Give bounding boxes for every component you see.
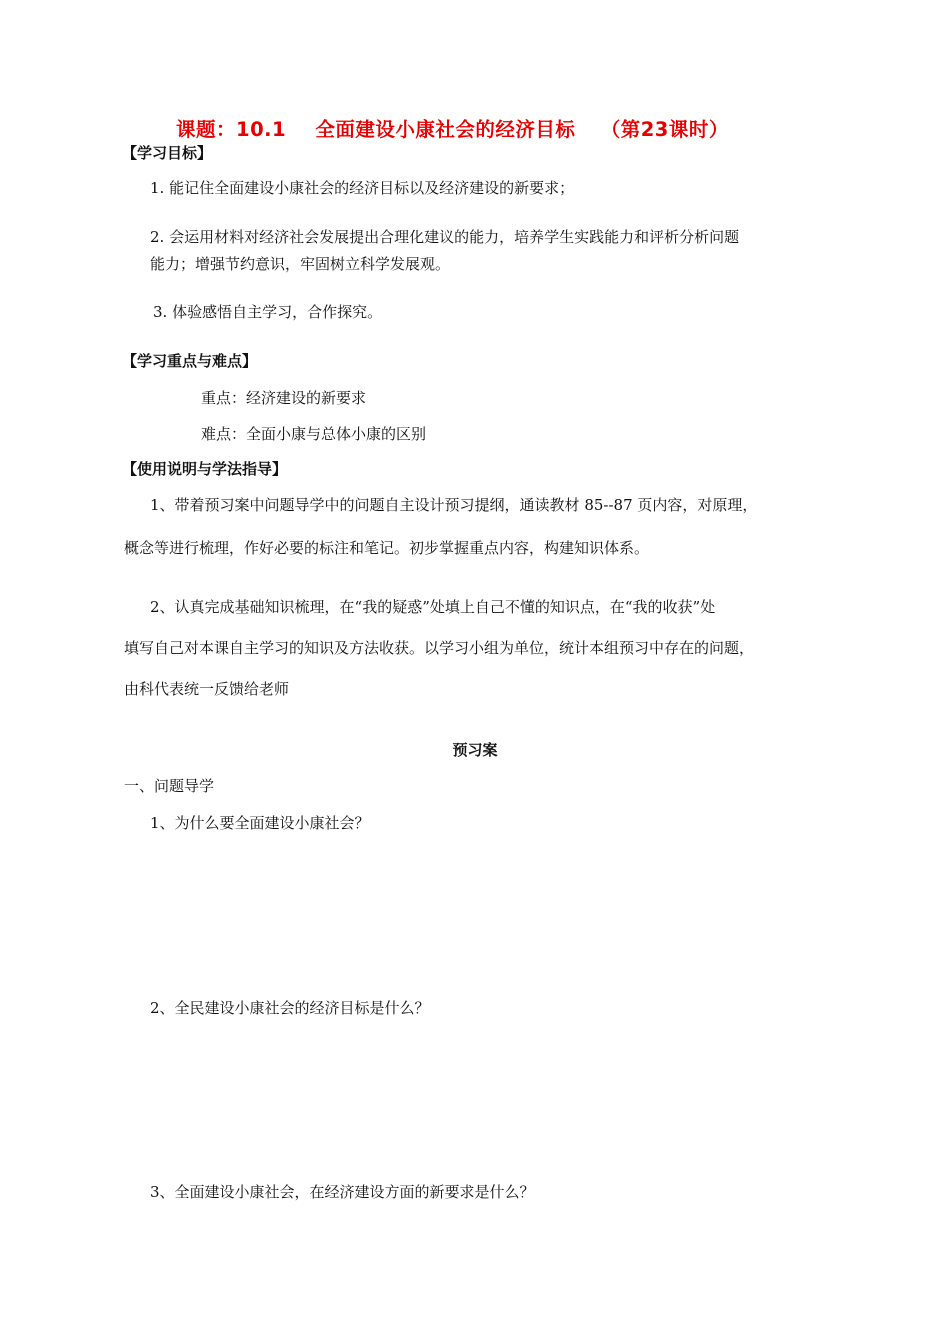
question-3: 3、全面建设小康社会，在经济建设方面的新要求是什么？	[150, 1183, 535, 1201]
objective-item-2-continued: 能力；增强节约意识，牢固树立科学发展观。	[150, 255, 451, 273]
instruction-line-2: 概念等进行梳理，作好必要的标注和笔记。初步掌握重点内容，构建知识体系。	[124, 539, 650, 557]
key-point: 重点：经济建设的新要求	[201, 389, 367, 407]
title-label: 课题：10.1	[176, 118, 287, 141]
question-2: 2、全民建设小康社会的经济目标是什么？	[150, 999, 430, 1017]
preview-heading: 预习案	[452, 741, 498, 759]
objective-item-3: 3. 体验感悟自主学习，合作探究。	[153, 303, 383, 321]
instructions-heading: 【使用说明与学法指导】	[122, 460, 288, 478]
title-topic: 全面建设小康社会的经济目标	[315, 118, 576, 141]
title-period: （第23课时）	[600, 118, 729, 141]
focus-heading: 【学习重点与难点】	[122, 352, 258, 370]
instruction-line-3: 2、认真完成基础知识梳理，在“我的疑惑”处填上自己不懂的知识点，在“我的收获”处	[150, 598, 716, 616]
instruction-line-4: 填写自己对本课自主学习的知识及方法收获。以学习小组为单位，统计本组预习中存在的问题，	[124, 639, 755, 657]
objective-item-1: 1. 能记住全面建设小康社会的经济目标以及经济建设的新要求；	[150, 179, 575, 197]
objectives-heading: 【学习目标】	[122, 144, 213, 162]
instruction-line-5: 由科代表统一反馈给老师	[124, 680, 290, 698]
difficulty-point: 难点：全面小康与总体小康的区别	[201, 425, 427, 443]
instruction-line-1: 1、带着预习案中问题导学中的问题自主设计预习提纲，通读教材 85--87 页内容，对原理，	[150, 496, 758, 514]
page-title	[176, 114, 729, 142]
question-1: 1、为什么要全面建设小康社会？	[150, 814, 370, 832]
objective-item-2: 2. 会运用材料对经济社会发展提出合理化建议的能力，培养学生实践能力和评析分析问题	[150, 228, 740, 246]
preview-subheading: 一、问题导学	[124, 777, 215, 795]
